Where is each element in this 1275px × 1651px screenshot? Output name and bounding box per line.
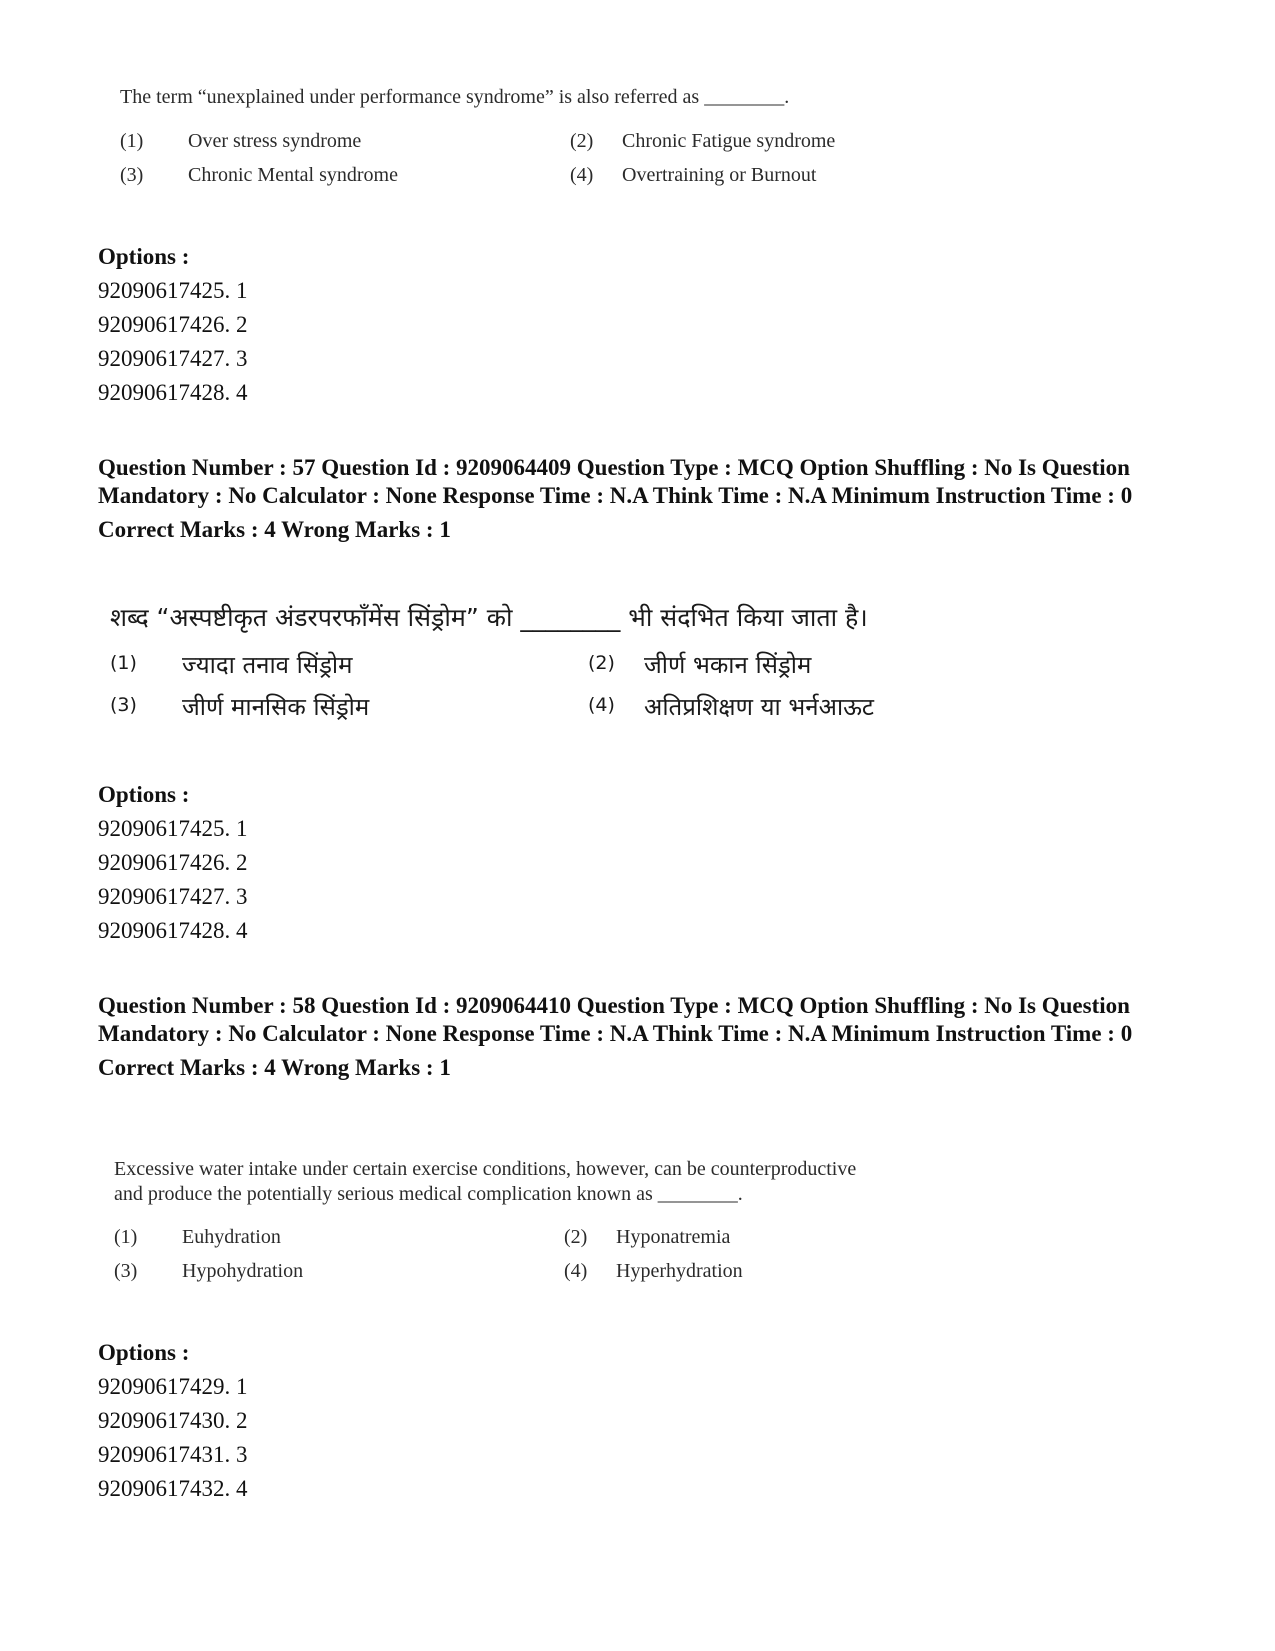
question-56-image	[120, 86, 1020, 196]
choice-text: Chronic Fatigue syndrome	[622, 130, 836, 152]
question-stem-line-1: Excessive water intake under certain exercise conditions, however, can be counterproductive	[114, 1158, 857, 1180]
option-item: 92090617428. 4	[98, 918, 248, 943]
option-item: 92090617431. 3	[98, 1442, 248, 1467]
choice-number: (1)	[114, 1226, 138, 1248]
choice-number: (2)	[564, 1226, 588, 1248]
question-58-meta	[98, 992, 1188, 1082]
options-title: Options :	[98, 244, 190, 269]
question-meta: Question Number : 57 Question Id : 9209064409 Question Type : MCQ Option Shuffling : No Is Question Mandatory : No Calculator : None Response Time : N.A Think Time : N.A Minimum Instruction Time : 0	[98, 455, 1133, 508]
option-item: 92090617430. 2	[98, 1408, 248, 1433]
options-list-57	[98, 778, 248, 948]
choice-text: Hypohydration	[182, 1260, 304, 1282]
question-57-meta	[98, 454, 1188, 544]
choice-number: (4)	[564, 1260, 588, 1282]
option-item: 92090617425. 1	[98, 278, 248, 303]
option-item: 92090617432. 4	[98, 1476, 248, 1501]
choice-text: Hyperhydration	[616, 1260, 743, 1282]
choice-number: (2)	[588, 652, 615, 674]
choice-number: (3)	[114, 1260, 138, 1282]
choice-text: जीर्ण भकान सिंड्रोम	[644, 651, 812, 679]
choice-number: (1)	[110, 652, 137, 674]
question-57-image	[110, 600, 1010, 730]
question-meta: Question Number : 58 Question Id : 9209064410 Question Type : MCQ Option Shuffling : No Is Question Mandatory : No Calculator : None Response Time : N.A Think Time : N.A Minimum Instruction Time : 0	[98, 993, 1133, 1046]
option-item: 92090617426. 2	[98, 850, 248, 875]
choice-text: Euhydration	[182, 1226, 281, 1248]
question-58-image	[114, 1158, 1064, 1288]
option-item: 92090617429. 1	[98, 1374, 248, 1399]
choice-text: जीर्ण मानसिक सिंड्रोम	[182, 693, 370, 721]
choice-number: (4)	[570, 164, 594, 186]
question-marks: Correct Marks : 4 Wrong Marks : 1	[98, 517, 451, 542]
option-item: 92090617427. 3	[98, 884, 248, 909]
options-list-56	[98, 240, 248, 410]
question-stem-line-2: and produce the potentially serious medical complication known as ________.	[114, 1183, 743, 1205]
options-title: Options :	[98, 782, 190, 807]
choice-number: (2)	[570, 130, 594, 152]
choice-number: (3)	[120, 164, 144, 186]
choice-number: (1)	[120, 130, 144, 152]
choice-text: Over stress syndrome	[188, 130, 362, 152]
options-title: Options :	[98, 1340, 190, 1365]
choice-text: Overtraining or Burnout	[622, 164, 817, 186]
choice-text: ज्यादा तनाव सिंड्रोम	[182, 651, 353, 679]
choice-text: Chronic Mental syndrome	[188, 164, 398, 186]
choice-number: (3)	[110, 694, 137, 716]
question-stem: शब्द “अस्पष्टीकृत अंडरपरफाँमेंस सिंड्रोम” को ________ भी संदभित किया जाता है।	[110, 603, 868, 632]
option-item: 92090617428. 4	[98, 380, 248, 405]
option-item: 92090617427. 3	[98, 346, 248, 371]
option-item: 92090617425. 1	[98, 816, 248, 841]
question-stem: The term “unexplained under performance syndrome” is also referred as ________.	[120, 86, 790, 108]
options-list-58	[98, 1336, 248, 1506]
option-item: 92090617426. 2	[98, 312, 248, 337]
choice-number: (4)	[588, 694, 615, 716]
question-marks: Correct Marks : 4 Wrong Marks : 1	[98, 1055, 451, 1080]
choice-text: अतिप्रशिक्षण या भर्नआऊट	[644, 693, 875, 721]
choice-text: Hyponatremia	[616, 1226, 731, 1248]
